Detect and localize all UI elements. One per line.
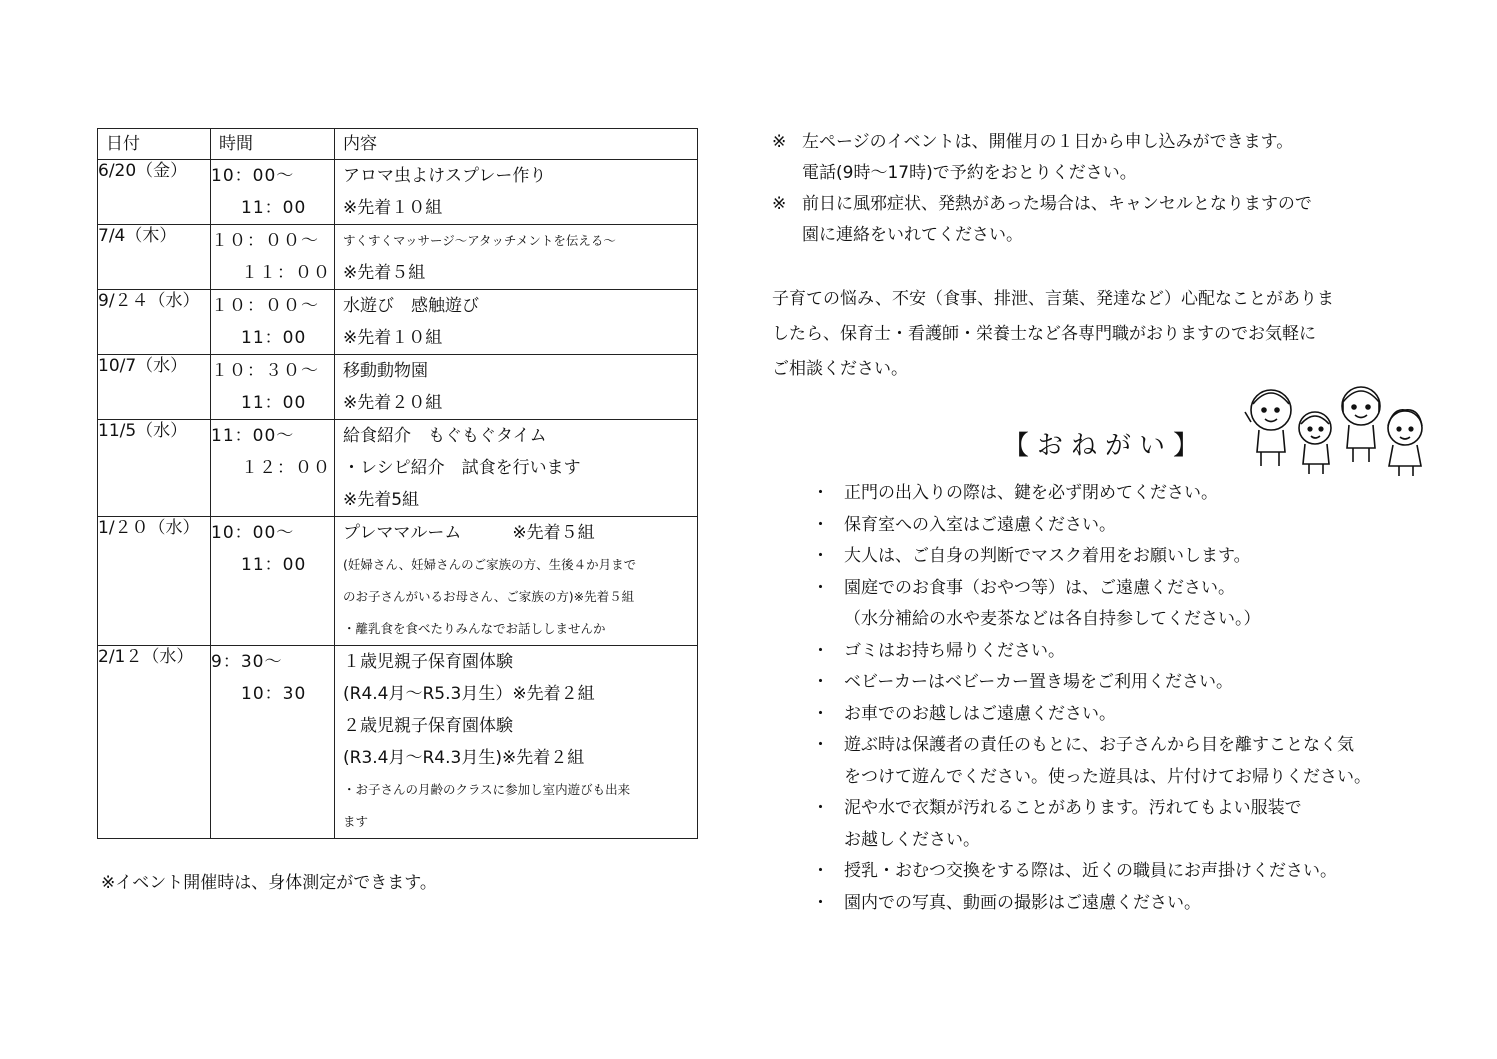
bullet-mark: ・: [812, 546, 829, 566]
event-content-line: (R3.4月～R4.3月生)※先着２組: [343, 748, 585, 768]
header-date: 日付: [98, 129, 211, 160]
event-content-line: ・お子さんの月齢のクラスに参加し室内遊びも出来: [343, 782, 631, 797]
event-end-time: 11：00: [241, 198, 307, 218]
event-content-lines: [335, 420, 697, 516]
event-content-line: (妊婦さん、妊婦さんのご家族の方、生後４か月まで: [343, 557, 637, 572]
event-content: [335, 355, 698, 420]
event-content-line: アロマ虫よけスプレー作り: [343, 166, 547, 186]
event-start-time: １０：００～: [211, 296, 319, 316]
consult-line: ご相談ください。: [772, 359, 908, 379]
list-item: [812, 636, 1371, 668]
event-content: [335, 646, 698, 839]
event-content-line: ※先着１０組: [343, 198, 443, 218]
event-time: [211, 290, 335, 355]
event-time: [211, 517, 335, 646]
list-item-line: 泥や水で衣類が汚れることがあります。汚れてもよい服装で: [844, 798, 1302, 818]
bullet-mark: ・: [812, 703, 829, 724]
table-row: [98, 646, 698, 839]
list-item-line: 大人は、ご自身の判断でマスク着用をお願いします。: [844, 546, 1251, 566]
event-schedule: [97, 128, 697, 839]
note-mark: ※: [772, 194, 787, 214]
list-item: [812, 793, 1371, 856]
bullet-mark: ・: [812, 861, 829, 881]
schedule-footnote: ※イベント開催時は、身体測定ができます。: [101, 873, 437, 893]
list-item-line: 保育室への入室はご遠慮ください。: [844, 514, 1116, 535]
table-row: [98, 225, 698, 290]
event-content-line: ※先着5組: [343, 490, 420, 510]
table-row: [98, 355, 698, 420]
list-item: [812, 510, 1371, 542]
event-content-lines: [335, 160, 697, 224]
event-end-time: 11：00: [241, 393, 307, 413]
event-content-line: プレママルーム ※先着５組: [343, 523, 595, 543]
event-date: 10/7（水）: [98, 355, 211, 420]
event-time: [211, 420, 335, 517]
event-content-lines: [335, 355, 697, 419]
event-end-time: １１：００: [241, 263, 331, 283]
event-content: [335, 517, 698, 646]
note-item: [772, 189, 1312, 251]
event-content-line: ※先着５組: [343, 263, 426, 283]
event-time: [211, 646, 335, 839]
list-item: [812, 856, 1371, 888]
bullet-mark: ・: [812, 514, 829, 535]
event-content: [335, 290, 698, 355]
event-start-time: 9：30～: [211, 652, 283, 672]
bullet-mark: ・: [812, 640, 829, 661]
event-content-lines: [335, 517, 697, 645]
event-date: 1/２０（水）: [98, 517, 211, 646]
note-item: [772, 127, 1312, 189]
event-content-line: ます: [343, 814, 369, 829]
bullet-mark: ・: [812, 483, 829, 503]
event-date: 6/20（金）: [98, 160, 211, 225]
list-item-line: 正門の出入りの際は、鍵を必ず閉めてください。: [844, 483, 1218, 503]
header-time: 時間: [211, 129, 335, 160]
event-content-line: (R4.4月～R5.3月生）※先着２組: [343, 684, 595, 704]
registration-notes: [772, 127, 1312, 251]
list-item: [812, 667, 1371, 699]
list-item-line: お越しください。: [844, 829, 980, 850]
bullet-mark: ・: [812, 798, 829, 818]
list-item-line: 遊ぶ時は保護者の責任のもとに、お子さんから目を離すことなく気: [844, 735, 1354, 755]
table-header-row: [98, 129, 698, 160]
table-row: [98, 160, 698, 225]
event-content-line: 水遊び 感触遊び: [343, 296, 479, 316]
event-time: [211, 225, 335, 290]
consult-line: 子育ての悩み、不安（食事、排泄、言葉、発達など）心配なことがありま: [772, 289, 1335, 309]
event-start-time: 10：00～: [211, 166, 295, 186]
event-content: [335, 225, 698, 290]
event-start-time: 10：00～: [211, 523, 295, 543]
list-item: [812, 478, 1371, 510]
event-content-line: ※先着１０組: [343, 328, 443, 348]
table-row: [98, 290, 698, 355]
event-end-time: 11：00: [241, 555, 307, 575]
bullet-mark: ・: [812, 672, 829, 692]
event-time: [211, 355, 335, 420]
requests-list: [812, 478, 1371, 919]
consult-line: したら、保育士・看護師・栄養士など各専門職がおりますのでお気軽に: [772, 324, 1316, 344]
bullet-mark: ・: [812, 892, 829, 913]
list-item-line: をつけて遊んでください。使った遊具は、片付けてお帰りください。: [844, 766, 1371, 787]
event-content-line: ※先着２０組: [343, 393, 443, 413]
event-content-line: １歳児親子保育園体験: [343, 652, 513, 672]
requests-title: 【おねがい】: [1003, 431, 1208, 461]
table-row: [98, 420, 698, 517]
event-content: [335, 420, 698, 517]
event-date: 7/4（木）: [98, 225, 211, 290]
event-start-time: １０：３０～: [211, 361, 319, 381]
event-end-time: １２：００: [241, 458, 331, 478]
event-start-time: 11：00～: [211, 426, 295, 446]
list-item: [812, 541, 1371, 573]
list-item: [812, 573, 1371, 636]
event-content-lines: [335, 290, 697, 354]
list-item: [812, 888, 1371, 920]
consultation-paragraph: [772, 282, 1334, 387]
table-row: [98, 517, 698, 646]
header-content: 内容: [335, 129, 698, 160]
list-item: [812, 730, 1371, 793]
list-item-line: お車でのお越しはご遠慮ください。: [844, 703, 1116, 724]
event-content-line: 給食紹介 もぐもぐタイム: [343, 426, 547, 446]
event-content-lines: [335, 646, 697, 838]
event-end-time: 10：30: [241, 684, 307, 704]
event-date: 2/1２（水）: [98, 646, 211, 839]
list-item: [812, 699, 1371, 731]
schedule-body: [98, 160, 698, 839]
bullet-mark: ・: [812, 577, 829, 598]
event-time: [211, 160, 335, 225]
event-content-lines: [335, 225, 697, 289]
list-item-line: ゴミはお持ち帰りください。: [844, 640, 1065, 661]
event-content-line: ・離乳食を食べたりみんなでお話ししませんか: [343, 621, 606, 636]
schedule-table: [97, 128, 698, 839]
event-content-line: ・レシピ紹介 試食を行います: [343, 458, 581, 478]
event-content: [335, 160, 698, 225]
list-item-line: 授乳・おむつ交換をする際は、近くの職員にお声掛けください。: [844, 861, 1337, 881]
bullet-mark: ・: [812, 735, 829, 755]
event-date: 11/5（水）: [98, 420, 211, 517]
event-content-line: のお子さんがいるお母さん、ご家族の方)※先着５組: [343, 589, 635, 604]
event-content-line: 移動動物園: [343, 361, 428, 381]
list-item-line: 園庭でのお食事（おやつ等）は、ご遠慮ください。: [844, 577, 1235, 598]
note-line: 電話(9時～17時)で予約をおとりください。: [802, 163, 1137, 183]
event-start-time: １０：００～: [211, 231, 319, 251]
list-item-line: 園内での写真、動画の撮影はご遠慮ください。: [844, 892, 1201, 913]
children-illustration-icon: [1243, 382, 1431, 478]
event-end-time: 11：00: [241, 328, 307, 348]
note-line: 左ページのイベントは、開催月の１日から申し込みができます。: [802, 132, 1294, 152]
event-content-line: ２歳児親子保育園体験: [343, 716, 513, 736]
note-line: 前日に風邪症状、発熱があった場合は、キャンセルとなりますので: [802, 194, 1312, 214]
event-date: 9/２４（水）: [98, 290, 211, 355]
note-mark: ※: [772, 132, 787, 152]
list-item-line: （水分補給の水や麦茶などは各自持参してください。）: [844, 609, 1261, 629]
note-line: 園に連絡をいれてください。: [802, 225, 1023, 245]
list-item-line: ベビーカーはベビーカー置き場をご利用ください。: [844, 672, 1233, 692]
event-content-line: すくすくマッサージ～アタッチメントを伝える～: [343, 233, 616, 248]
